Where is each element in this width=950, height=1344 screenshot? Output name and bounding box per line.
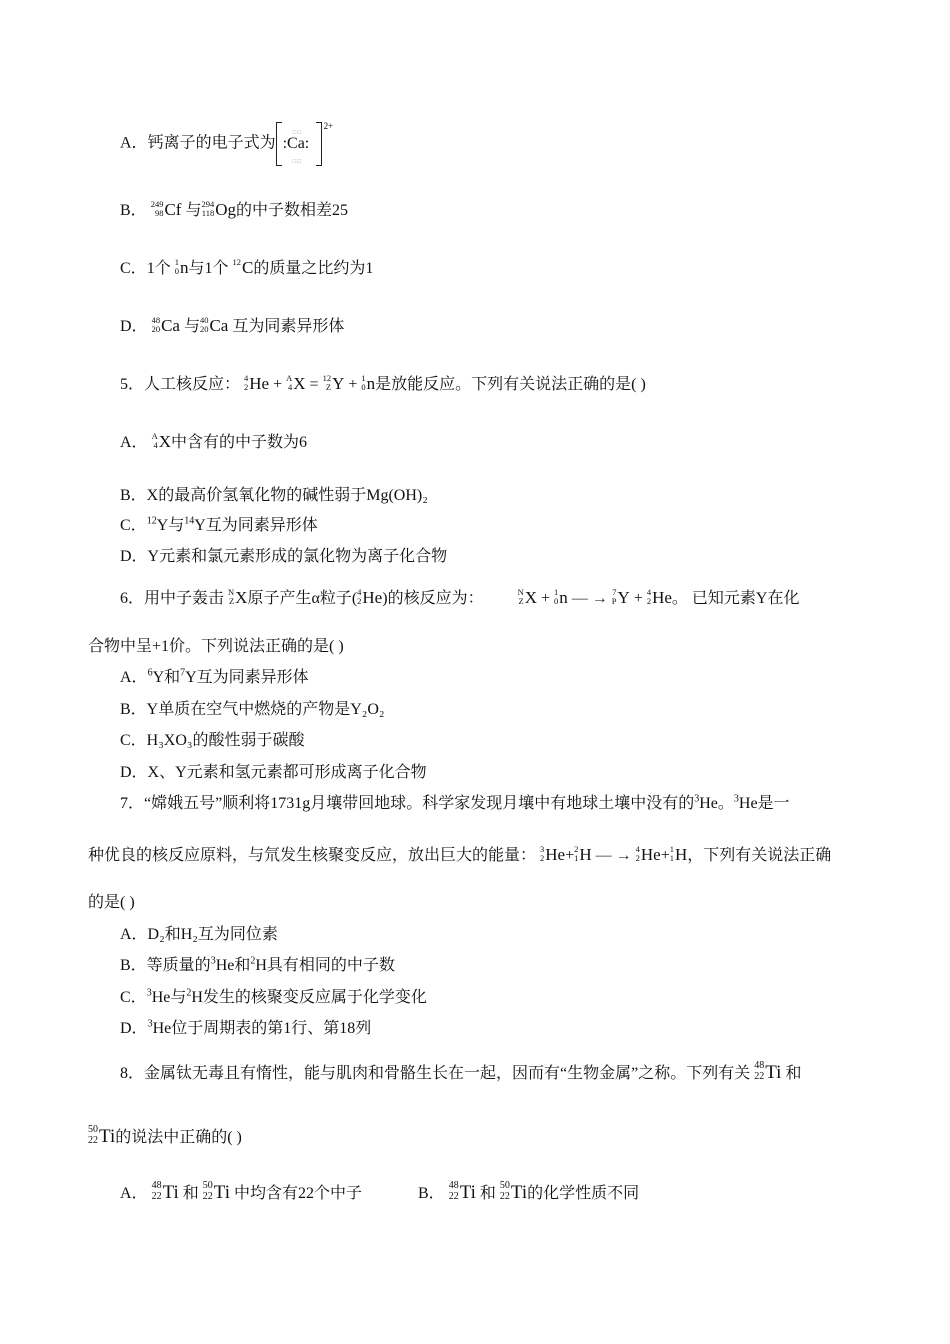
q5-option-b: B．X的最高价氢氧化物的碱性弱于Mg(OH)₂ [120, 487, 428, 504]
nuclide-og-294 [201, 200, 236, 221]
mass-number: 7 [180, 667, 186, 679]
mass-number: 4 [244, 373, 249, 383]
mass-number: 3 [146, 987, 152, 999]
atomic-number: 2 [635, 853, 640, 863]
q6-option-c: C．H₃XO₃的酸性弱于碳酸 [120, 732, 305, 749]
connector-text: 与1个 [188, 260, 229, 277]
option-label: D． [120, 318, 148, 335]
option-text: He和 [215, 957, 251, 974]
question-text: 。 已知元素Y在化 [671, 590, 800, 607]
element-symbol: Ti [162, 1182, 179, 1203]
element-symbol: Y [617, 588, 630, 607]
option-text: Y互为同素异形体 [194, 517, 318, 534]
mass-number: 1 [554, 587, 559, 597]
ion-charge: 2+ [323, 121, 334, 131]
option-text: H具有相同的中子数 [255, 957, 395, 974]
option-label: D． [120, 1020, 148, 1037]
plus-sign: + [273, 376, 283, 393]
nuclide-he-3 [540, 845, 565, 866]
mass-number: 12 [146, 515, 157, 527]
atomic-number: 0 [174, 266, 179, 276]
nuclide-neutron [554, 588, 568, 609]
equals-sign: = [309, 376, 319, 393]
nuclide-ca-40 [200, 316, 228, 337]
mass-number: 40 [199, 315, 209, 325]
atomic-number: 22 [448, 1191, 459, 1202]
mass-number: 1 [669, 844, 675, 854]
q8-option-b [418, 1180, 639, 1204]
nuclide-y-12 [323, 374, 345, 395]
question-text: )的核反应为： [382, 590, 484, 607]
q5-stem [120, 374, 646, 395]
option-text: 的化学性质不同 [527, 1185, 640, 1202]
mass-number: A [151, 431, 158, 441]
option-text: He位于周期表的第1行、第18列 [152, 1020, 372, 1037]
option-text: 互为同素异形体 [232, 318, 345, 335]
element-symbol: Ti [510, 1182, 528, 1203]
atomic-number: 20 [199, 324, 209, 334]
option-label: B．等质量的 [120, 957, 211, 974]
atomic-number: 22 [754, 1071, 765, 1082]
mass-number: 1 [361, 373, 366, 383]
q6-option-a [120, 668, 309, 688]
q4-option-b [120, 200, 348, 221]
option-text: 中含有的中子数为6 [170, 434, 307, 451]
element-symbol: He [362, 588, 383, 607]
element-symbol: n [559, 588, 568, 607]
atomic-number: 20 [151, 324, 161, 334]
mass-number: 50 [499, 1180, 510, 1191]
option-text: 的质量之比约为1 [253, 260, 374, 277]
q7-option-a: A．D₂和H₂互为同位素 [120, 926, 278, 943]
atomic-number: 2 [244, 382, 249, 392]
atomic-number: 2 [357, 596, 362, 606]
nuclide-neutron [361, 374, 375, 395]
nuclide-ti-50 [203, 1180, 230, 1204]
nuclide-ti-48 [754, 1060, 781, 1084]
nuclide-neutron [175, 258, 189, 279]
nuclide-x [228, 588, 247, 609]
option-text: 钙离子的电子式为 [147, 134, 276, 152]
q4-option-d [120, 316, 344, 337]
mass-number: 3 [210, 955, 216, 967]
element-symbol: X [158, 432, 171, 451]
question-text: 5．人工核反应： [120, 376, 241, 393]
atomic-number: 4 [153, 440, 158, 450]
element-symbol: C [241, 258, 254, 277]
question-text: 种优良的核反应原料，与氘发生核聚变反应，放出巨大的能量： [88, 847, 537, 864]
nuclide-x [518, 588, 537, 609]
atomic-number: 118 [201, 208, 215, 218]
mass-number: 48 [151, 1180, 162, 1191]
nuclide-h-1 [670, 845, 688, 866]
nuclide-he-4 [244, 374, 269, 395]
element-symbol: Ca [209, 316, 229, 335]
mass-number: 12 [322, 373, 332, 383]
option-text: He与 [151, 989, 187, 1006]
option-text: H发生的核聚变反应属于化学变化 [191, 989, 427, 1006]
reaction-arrow: — → [595, 847, 632, 864]
question-text: He。 [699, 795, 734, 812]
option-label: A． [120, 134, 148, 152]
nuclide-x [286, 374, 305, 395]
element-symbol: Ti [99, 1126, 116, 1147]
connector-text: 和 [479, 1185, 496, 1202]
nuclide-he-4 [357, 588, 382, 609]
electron-dots-bottom: □□ [292, 159, 302, 165]
element-symbol: Cf [164, 200, 182, 219]
question-text: He是一 [738, 795, 790, 812]
element-symbol: Ca [161, 316, 180, 335]
element-symbol: Ti [459, 1182, 476, 1203]
atomic-number: 22 [202, 1191, 213, 1202]
option-label: A． [120, 434, 148, 451]
option-text: Y互为同素异形体 [185, 669, 309, 686]
option-label: B． [120, 202, 147, 219]
element-symbol: He [640, 845, 661, 864]
mass-number: N [228, 587, 235, 597]
q7-stem-line3: 的是( ) [88, 894, 135, 911]
q6-stem-line2: 合物中呈+1价。下列说法正确的是( ) [88, 638, 344, 655]
atomic-number: 98 [154, 208, 164, 218]
nuclide-he-4 [636, 845, 661, 866]
q7-option-d [120, 1019, 371, 1039]
connector-text: 与 [185, 202, 202, 219]
element-symbol: He [652, 588, 672, 607]
atomic-number: Z [518, 596, 524, 606]
option-label: A． [120, 669, 148, 686]
option-label: A． [120, 1185, 148, 1202]
q6-option-d: D．X、Y元素和氢元素都可形成离子化合物 [120, 764, 427, 781]
mass-number: 6 [147, 667, 153, 679]
q8-option-a [120, 1180, 362, 1204]
mass-number: 1 [174, 257, 179, 267]
mass-number: 2 [574, 844, 579, 854]
atomic-number: P [611, 596, 617, 606]
q7-stem-line2: 种优良的核反应原料，与氘发生核聚变反应，放出巨大的能量： 3 2 He+ 2 1 H — → 4 2 He+ 1 1 H，下列有关说法正确 [88, 844, 832, 864]
element-symbol: H [675, 845, 688, 864]
nuclide-ti-50 [500, 1180, 527, 1204]
nuclide-h-2 [574, 845, 592, 866]
q5-option-a [120, 432, 307, 453]
element-symbol: H [579, 845, 592, 864]
q6-option-b: B．Y单质在空气中燃烧的产物是Y₂O₂ [120, 701, 385, 718]
atomic-number: Z [325, 382, 332, 392]
atomic-number: 22 [151, 1191, 162, 1202]
ca-symbol: :Ca: [282, 135, 310, 152]
atomic-number: 22 [499, 1191, 510, 1202]
mass-number: 48 [754, 1060, 765, 1071]
option-text: 1个 [146, 260, 171, 277]
mass-number: 2 [186, 987, 192, 999]
nuclide-c-12 [232, 258, 253, 279]
element-symbol: He [545, 845, 566, 864]
question-text: 6．用中子轰击 [120, 590, 225, 607]
atomic-number: 4 [288, 382, 293, 392]
atomic-number: 1 [574, 853, 579, 863]
q7-option-c [120, 988, 427, 1008]
atomic-number: 2 [646, 596, 652, 606]
q4-option-c [120, 258, 373, 279]
nuclide-ti-48 [449, 1180, 476, 1204]
nuclide-ti-48 [152, 1180, 179, 1204]
question-text: ，下列有关说法正确 [687, 847, 832, 864]
connector-text: 和 [182, 1185, 199, 1202]
nuclide-cf-249 [151, 200, 182, 221]
mass-number: 14 [184, 515, 195, 527]
question-text: 8．金属钛无毒且有惰性，能与肌肉和骨骼生长在一起，因而有“生物金属”之称。下列有关 [120, 1065, 751, 1082]
mass-number: 3 [147, 1018, 153, 1030]
element-symbol: X [293, 374, 306, 393]
mass-number: 294 [201, 199, 215, 209]
nuclide-ti-50 [88, 1124, 115, 1148]
mass-number: 3 [694, 793, 700, 805]
atomic-number: Z [228, 596, 235, 606]
mass-number: 48 [151, 315, 161, 325]
question-text: 7．“嫦娥五号”顺利将1731g月壤带回地球。科学家发现月壤中有地球土壤中没有的 [120, 795, 695, 812]
element-symbol: n [179, 258, 189, 277]
mass-number: 50 [202, 1180, 213, 1191]
plus-sign: + [348, 376, 358, 393]
atomic-number: 22 [88, 1135, 98, 1146]
reaction-arrow: — → [571, 590, 608, 607]
atomic-number: 0 [361, 382, 366, 392]
option-text: 中均含有22个中子 [234, 1185, 363, 1202]
nuclide-he-4 [647, 588, 672, 609]
mass-number: 7 [612, 587, 617, 597]
mass-number: 48 [448, 1180, 459, 1191]
mass-number: N [517, 587, 524, 597]
option-text: Y与 [156, 517, 185, 534]
q5-option-c [120, 516, 318, 536]
q5-option-d: D．Y元素和氯元素形成的氯化物为离子化合物 [120, 548, 448, 565]
element-symbol: Y [332, 374, 345, 393]
element-symbol: X [524, 588, 537, 607]
element-symbol: Ti [213, 1182, 231, 1203]
mass-number: 2 [250, 955, 256, 967]
option-label: B． [418, 1185, 445, 1202]
element-symbol: n [366, 374, 376, 393]
mass-number: 12 [232, 257, 241, 267]
mass-number: 249 [150, 199, 164, 209]
question-text: 原子产生α粒子( [247, 590, 358, 607]
atomic-number: 2 [540, 853, 545, 863]
mass-number: 3 [540, 844, 545, 854]
option-text: 的中子数相差25 [235, 202, 348, 219]
electron-dots-top: □□ [292, 130, 302, 136]
mass-number: 4 [357, 587, 362, 597]
option-label: C． [120, 517, 147, 534]
option-label: C． [120, 989, 147, 1006]
q4-option-a [120, 121, 334, 166]
element-symbol: He [249, 374, 270, 393]
mass-number: 50 [88, 1124, 98, 1135]
calcium-ion-electron-formula [276, 121, 334, 166]
atomic-number: 1 [669, 853, 675, 863]
atomic-number: 0 [554, 596, 559, 606]
option-text: Y和 [152, 669, 181, 686]
element-symbol: X [235, 588, 248, 607]
nuclide-y-7 [612, 588, 630, 609]
element-symbol: Ti [765, 1062, 782, 1083]
mass-number: 3 [733, 793, 739, 805]
q8-stem-line2 [88, 1124, 242, 1148]
nuclide-ca-48 [152, 316, 180, 337]
connector-text: 与 [183, 318, 200, 335]
plus-sign: + [633, 590, 643, 607]
nuclide-x [152, 432, 171, 453]
q7-option-b [120, 956, 395, 976]
mass-number: A [286, 373, 293, 383]
q8-stem-line1 [120, 1060, 801, 1084]
element-symbol: Og [215, 200, 236, 219]
connector-text: 和 [785, 1065, 802, 1082]
question-text: 是放能反应。下列有关说法正确的是( ) [375, 376, 646, 393]
option-label: C． [120, 260, 147, 277]
question-text: 的说法中正确的( ) [115, 1129, 242, 1146]
q6-stem [120, 588, 799, 609]
plus-sign: + [541, 590, 551, 607]
q7-stem-line1 [120, 794, 790, 814]
mass-number: 4 [635, 844, 640, 854]
mass-number: 4 [646, 587, 652, 597]
